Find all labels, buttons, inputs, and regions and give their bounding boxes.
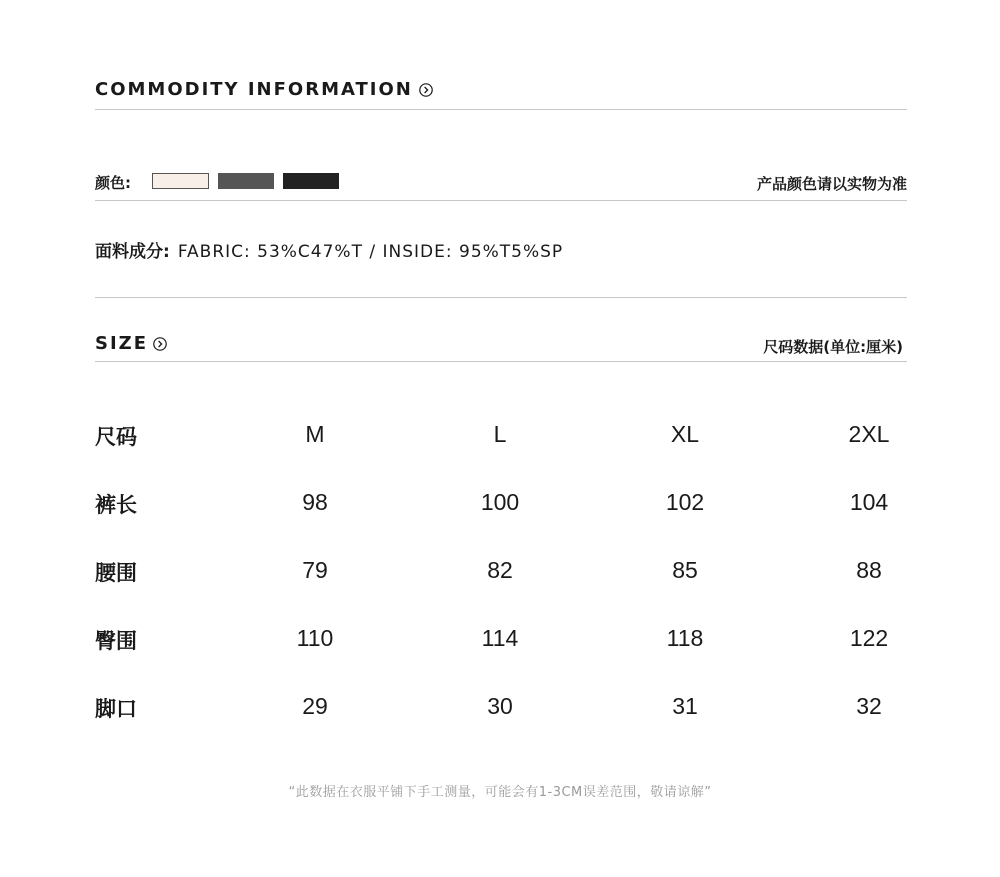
table-cell: 79 [302, 557, 328, 583]
row-label: 腰围 [95, 561, 137, 585]
fabric-value: FABRIC: 53%C47%T / INSIDE: 95%T5%SP [177, 242, 564, 262]
row-label: 脚口 [95, 697, 137, 721]
color-note: 产品颜色请以实物为准 [756, 175, 907, 193]
table-cell: XL [670, 421, 700, 447]
size-section-title [95, 333, 167, 354]
size-divider [95, 361, 907, 362]
fabric-label: 面料成分: [95, 242, 170, 262]
commodity-divider [95, 109, 907, 110]
table-cell: 30 [487, 693, 513, 719]
table-cell: 85 [672, 557, 698, 583]
commodity-section-title [95, 79, 433, 100]
circle-chevron-right-icon [153, 337, 167, 351]
table-row [95, 489, 907, 529]
color-label: 颜色: [95, 174, 131, 192]
color-swatch-gray [218, 173, 274, 189]
table-row [95, 421, 907, 461]
color-divider [95, 200, 907, 201]
color-swatch-black [283, 173, 339, 189]
table-row [95, 693, 907, 733]
row-label: 尺码 [95, 425, 137, 449]
size-unit-note: 尺码数据(单位:厘米) [763, 338, 903, 356]
table-cell: 114 [481, 625, 519, 651]
table-cell: 88 [856, 557, 882, 583]
fabric-divider [95, 297, 907, 298]
commodity-title-text: COMMODITY INFORMATION [95, 79, 413, 100]
measurement-disclaimer: “此数据在衣服平铺下手工测量，可能会有1-3CM误差范围，敬请谅解” [288, 785, 712, 800]
size-title-text: SIZE [95, 333, 149, 354]
table-row [95, 625, 907, 665]
table-cell: 32 [856, 693, 882, 719]
circle-chevron-right-icon [419, 83, 433, 97]
table-cell: L [493, 421, 507, 447]
table-cell: 110 [296, 625, 334, 651]
table-cell: 98 [302, 489, 328, 515]
table-cell: M [305, 421, 325, 447]
table-cell: 102 [665, 489, 705, 515]
row-label: 裤长 [95, 493, 137, 517]
table-cell: 29 [302, 693, 328, 719]
table-cell: 100 [480, 489, 520, 515]
table-row [95, 557, 907, 597]
table-cell: 118 [666, 625, 704, 651]
table-cell: 122 [849, 625, 889, 651]
row-label: 臀围 [95, 629, 137, 653]
table-cell: 82 [487, 557, 513, 583]
color-swatch-cream [152, 173, 209, 189]
table-cell: 31 [672, 693, 698, 719]
table-cell: 104 [849, 489, 889, 515]
fabric-line [95, 237, 563, 262]
table-cell: 2XL [848, 421, 890, 447]
